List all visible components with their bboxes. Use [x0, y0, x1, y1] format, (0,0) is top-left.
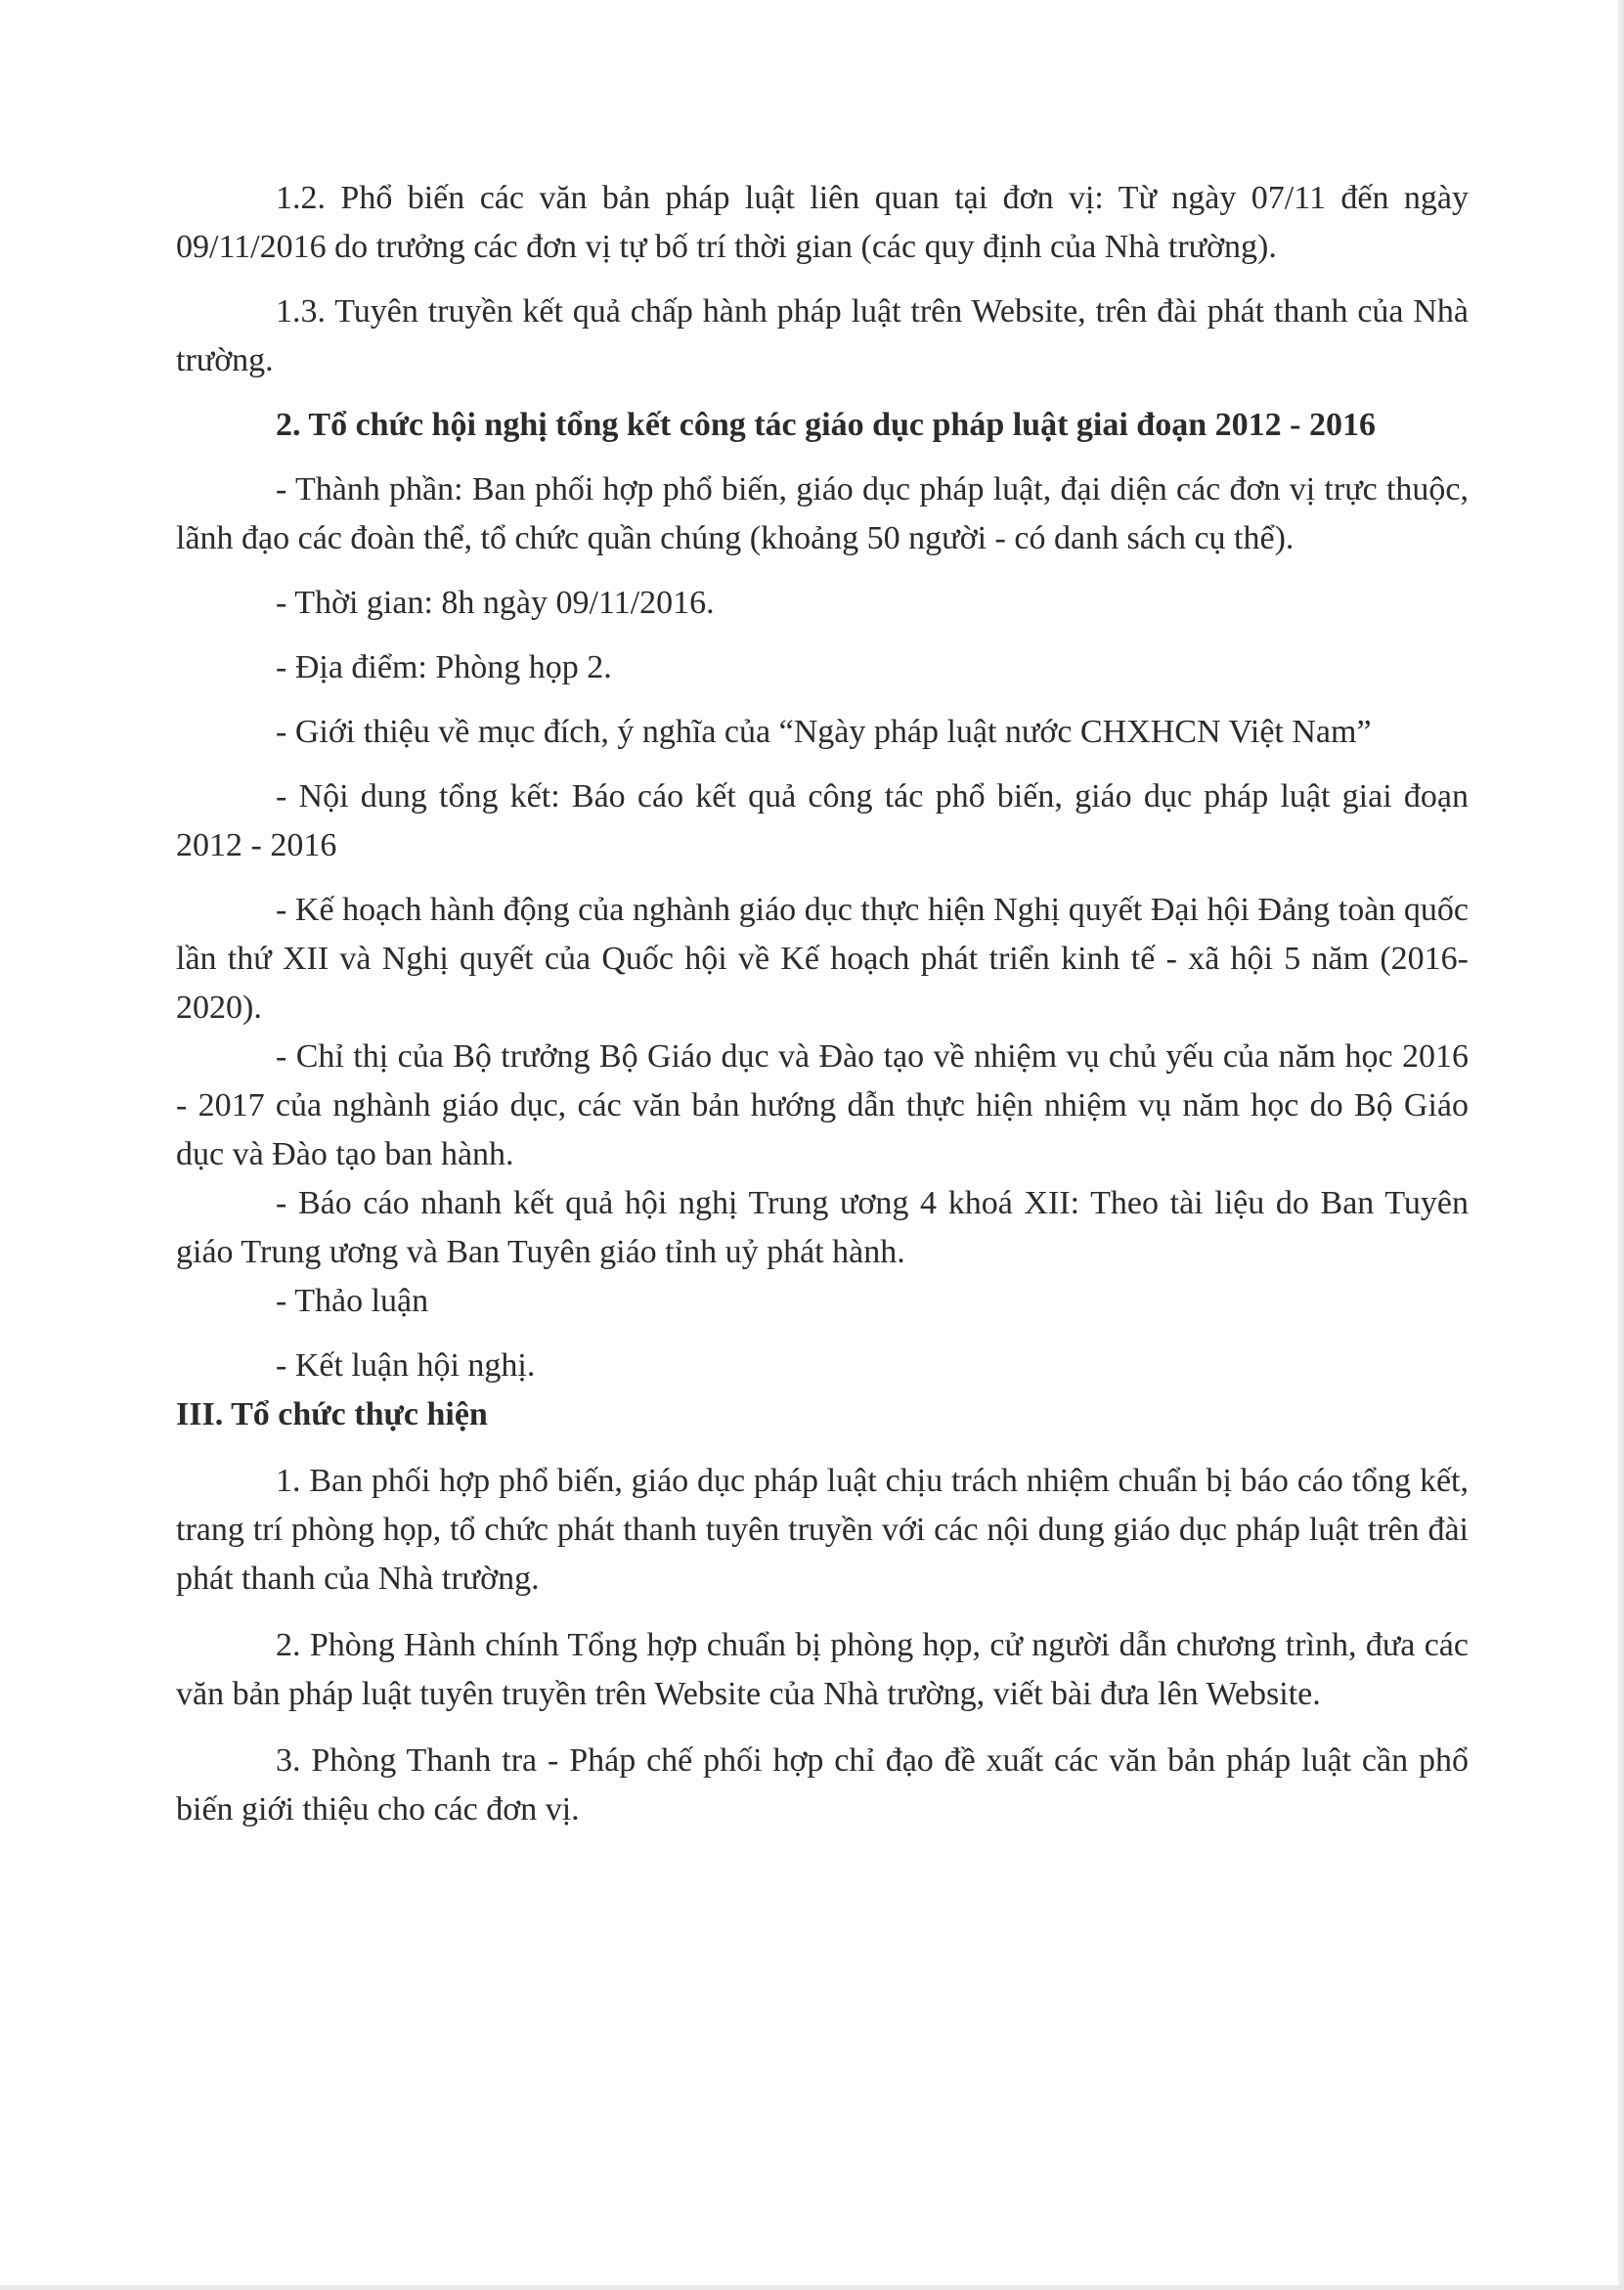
item-directive: - Chỉ thị của Bộ trưởng Bộ Giáo dục và Đào tạo về nhiệm vụ chủ yếu của năm học 2016 - 2017 của nghành giáo dục, các văn bản hướng dẫn thực hiện nhiệm vụ năm học do Bộ Giáo dục và Đào tạo ban hành.	[176, 1038, 1469, 1172]
item-participants: - Thành phần: Ban phối hợp phổ biến, giáo dục pháp luật, đại diện các đơn vị trực thuộc, lãnh đạo các đoàn thể, tổ chức quần chúng (khoảng 50 người - có danh sách cụ thể).	[176, 471, 1469, 556]
implementation-3: 3. Phòng Thanh tra - Pháp chế phối hợp chỉ đạo đề xuất các văn bản pháp luật cần phổ biến giới thiệu cho các đơn vị.	[176, 1742, 1469, 1828]
item-action-plan: - Kế hoạch hành động của nghành giáo dục thực hiện Nghị quyết Đại hội Đảng toàn quốc lần thứ XII và Nghị quyết của Quốc hội về Kế hoạch phát triển kinh tế - xã hội 5 năm (2016-2020).	[176, 892, 1469, 1026]
scan-bottom-edge	[0, 2285, 1624, 2290]
implementation-1: 1. Ban phối hợp phổ biến, giáo dục pháp luật chịu trách nhiệm chuẩn bị báo cáo tổng kết, trang trí phòng họp, tổ chức phát thanh tuyên truyền với các nội dung giáo dục pháp luật trên đài phát thanh của Nhà trường.	[176, 1463, 1469, 1597]
item-discussion: - Thảo luận	[276, 1283, 429, 1319]
section-2-heading: 2. Tổ chức hội nghị tổng kết công tác giáo dục pháp luật giai đoạn 2012 - 2016	[276, 407, 1376, 443]
item-time: - Thời gian: 8h ngày 09/11/2016.	[276, 585, 715, 621]
paragraph-1-3-propaganda: 1.3. Tuyên truyền kết quả chấp hành pháp luật trên Website, trên đài phát thanh của Nhà trường.	[176, 293, 1469, 378]
item-summary-content: - Nội dung tổng kết: Báo cáo kết quả công tác phổ biến, giáo dục pháp luật giai đoạn 2012 - 2016	[176, 778, 1469, 863]
document-body	[176, 174, 1469, 1834]
scan-edge-shadow	[1618, 0, 1624, 2290]
item-quick-report: - Báo cáo nhanh kết quả hội nghị Trung ương 4 khoá XII: Theo tài liệu do Ban Tuyên giáo Trung ương và Ban Tuyên giáo tỉnh uỷ phát hành.	[176, 1185, 1469, 1270]
section-3-heading: III. Tổ chức thực hiện	[176, 1396, 488, 1432]
paragraph-1-2-dissemination: 1.2. Phổ biến các văn bản pháp luật liên quan tại đơn vị: Từ ngày 07/11 đến ngày 09/11/2016 do trưởng các đơn vị tự bố trí thời gian (các quy định của Nhà trường).	[176, 180, 1469, 265]
item-conclusion: - Kết luận hội nghị.	[276, 1347, 536, 1384]
item-introduction: - Giới thiệu về mục đích, ý nghĩa của “Ngày pháp luật nước CHXHCN Việt Nam”	[276, 714, 1372, 750]
implementation-2: 2. Phòng Hành chính Tổng hợp chuẩn bị phòng họp, cử người dẫn chương trình, đưa các văn bản pháp luật tuyên truyền trên Website của Nhà trường, viết bài đưa lên Website.	[176, 1627, 1469, 1712]
item-location: - Địa điểm: Phòng họp 2.	[276, 649, 612, 685]
